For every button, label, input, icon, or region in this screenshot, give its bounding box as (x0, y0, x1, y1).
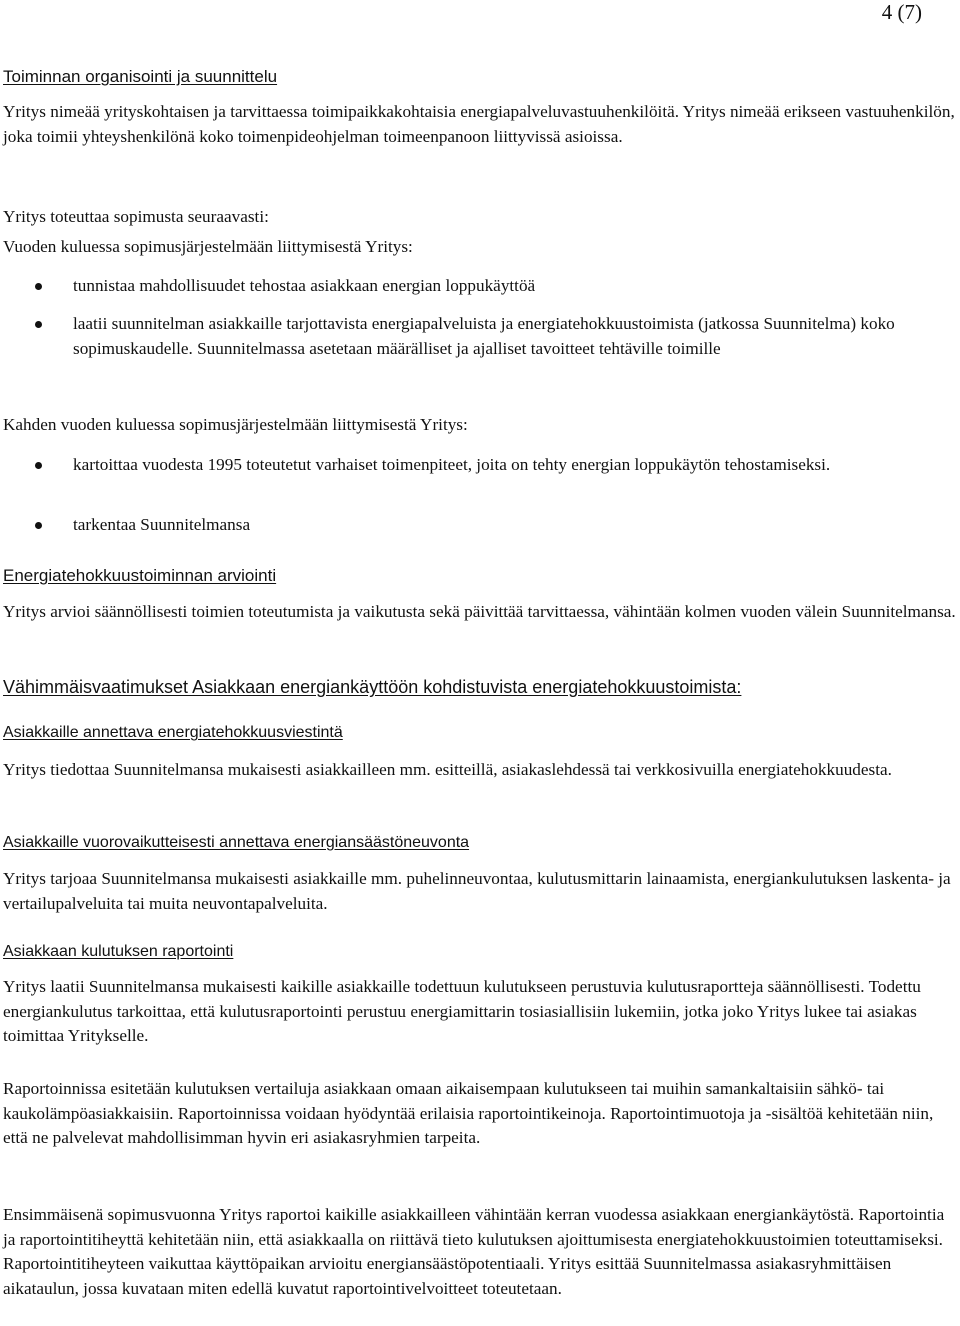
page-number: 4 (7) (881, 0, 922, 24)
communication-paragraph: Yritys tiedottaa Suunnitelmansa mukaisesti asiakkailleen mm. esitteillä, asiakaslehdessä tai verkkosivuilla energiatehokkuudesta. (3, 760, 892, 779)
reporting-paragraph-3: Ensimmäisenä sopimusvuonna Yritys raportoi kaikille asiakkailleen vähintään kerran vuodessa asiakkaan energiankäytöstä. Raportointia ja raportointitiheyttä kehitetään niin, että asiakkaalla on riittävä tieto kulutuksen ajoittumisesta energiatehokkuustoimien toteuttamiseksi. Raportointitiheyteen vaikuttaa käyttöpaikan arvioitu energiansäästöpotentiaali. Yritys esittää Suunnitelmassa asiakasryhmittäisen aikataulun, jossa kuvataan miten edellä kuvatut raportointivelvoitteet toteutetaan. (3, 1205, 945, 1298)
organization-paragraph-2: Yritys toteuttaa sopimusta seuraavasti: (3, 207, 269, 226)
bullet-dot (35, 283, 42, 290)
year2-bullet-1: kartoittaa vuodesta 1995 toteutetut varhaiset toimenpiteet, joita on tehty energian loppukäytön tehostamiseksi. (73, 455, 831, 474)
organization-paragraph-1: Yritys nimeää yrityskohtaisen ja tarvittaessa toimipaikkakohtaisia energiapalveluvastuuhenkilöitä. Yritys nimeää erikseen vastuuhenkilön, joka toimii yhteyshenkilönä koko toimenpideohjelman toimeenpanoon liittyvissä asioissa. (3, 102, 955, 146)
year2-intro: Kahden vuoden kuluessa sopimusjärjestelmään liittymisestä Yritys: (3, 415, 468, 434)
reporting-heading: Asiakkaan kulutuksen raportointi (3, 943, 234, 960)
reporting-paragraph-1: Yritys laatii Suunnitelmansa mukaisesti kaikille asiakkaille todettuun kulutukseen perustuvia kulutusraportteja säännöllisesti. Todettu energiankulutus tarkoittaa, että kulutusraportointi perustuu energiamittarin tosiasiallisiin lukemiin, jotka joko Yritys lukee tai asiakas toimittaa Yritykselle. (3, 977, 921, 1045)
year2-bullet-2: tarkentaa Suunnitelmansa (73, 515, 251, 534)
evaluation-heading: Energiatehokkuustoiminnan arviointi (3, 566, 277, 585)
bullet-dot (35, 522, 42, 529)
communication-heading: Asiakkaille annettava energiatehokkuusviestintä (3, 724, 343, 741)
reporting-paragraph-2: Raportoinnissa esitetään kulutuksen vertailuja asiakkaan omaan aikaisempaan kulutukseen tai muihin samankaltaisiin sähkö- tai kaukolämpöasiakkaisiin. Raportoinnissa voidaan hyödyntää erilaisia raportointikeinoja. Raportointimuotoja ja -sisältöä kehitetään niin, että ne palvelevat mahdollisimman hyvin eri asiakasryhmien tarpeita. (3, 1079, 934, 1147)
advice-heading: Asiakkaille vuorovaikutteisesti annettava energiansäästöneuvonta (3, 834, 470, 851)
minimum-requirements-heading: Vähimmäisvaatimukset Asiakkaan energiankäyttöön kohdistuvista energiatehokkuustoimista: (3, 677, 742, 697)
bullet-dot (35, 321, 42, 328)
year1-intro: Vuoden kuluessa sopimusjärjestelmään liittymisestä Yritys: (3, 237, 413, 256)
advice-paragraph: Yritys tarjoaa Suunnitelmansa mukaisesti asiakkaille mm. puhelinneuvontaa, kulutusmittarin lainaamista, energiankulutuksen laskenta- ja vertailupalveluita tai muita neuvontapalveluita. (3, 869, 951, 913)
year1-bullet-2: laatii suunnitelman asiakkaille tarjottavista energiapalveluista ja energiatehokkuustoimista (jatkossa Suunnitelma) koko sopimuskaudelle. Suunnitelmassa asetetaan määrälliset ja ajalliset tavoitteet tehtäville toimille (73, 314, 895, 358)
evaluation-paragraph: Yritys arvioi säännöllisesti toimien toteutumista ja vaikutusta sekä päivittää tarvittaessa, vähintään kolmen vuoden välein Suunnitelmansa. (3, 602, 956, 621)
bullet-dot (35, 462, 42, 469)
year1-bullet-1: tunnistaa mahdollisuudet tehostaa asiakkaan energian loppukäyttöä (73, 276, 536, 295)
organization-heading: Toiminnan organisointi ja suunnittelu (3, 67, 278, 86)
